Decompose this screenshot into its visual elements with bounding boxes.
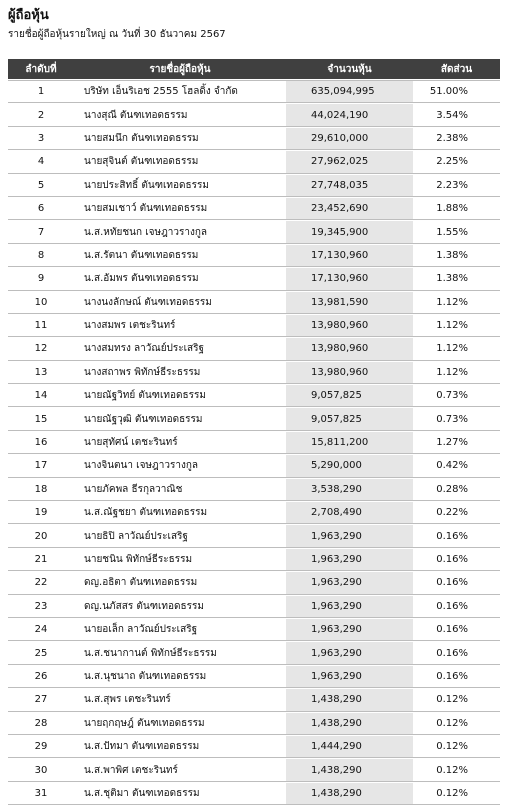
cell-rank: 30 xyxy=(8,759,74,781)
cell-percent: 1.38% xyxy=(413,245,500,267)
table-row xyxy=(8,455,500,477)
table-row xyxy=(8,408,500,430)
table-row xyxy=(8,572,500,594)
cell-shares: 1,438,290 xyxy=(286,759,413,781)
table-row xyxy=(8,502,500,524)
cell-rank: 19 xyxy=(8,502,74,524)
cell-rank: 23 xyxy=(8,596,74,618)
table-row xyxy=(8,338,500,360)
page-title: ผู้ถือหุ้น xyxy=(8,8,49,23)
cell-name: นายณัฐวุฒิ ตันฑเทอดธรรม xyxy=(74,408,286,430)
cell-rank: 7 xyxy=(8,221,74,243)
cell-rank: 1 xyxy=(8,80,74,103)
cell-shares: 1,963,290 xyxy=(286,596,413,618)
cell-shares: 1,963,290 xyxy=(286,572,413,594)
table-row xyxy=(8,198,500,220)
cell-name: น.ส.ปัทมา ตันฑเทอดธรรม xyxy=(74,736,286,758)
cell-rank: 24 xyxy=(8,619,74,641)
cell-percent: 0.16% xyxy=(413,525,500,547)
table-row xyxy=(8,783,500,805)
cell-rank: 4 xyxy=(8,151,74,173)
cell-shares: 1,963,290 xyxy=(286,619,413,641)
cell-shares: 1,963,290 xyxy=(286,549,413,571)
cell-name: น.ส.หทัยชนก เจษฎาวรางกูล xyxy=(74,221,286,243)
column-header-shares: จำนวนหุ้น xyxy=(286,59,413,79)
cell-shares: 13,980,960 xyxy=(286,338,413,360)
cell-name: นางสมทรง ลาวัณย์ประเสริฐ xyxy=(74,338,286,360)
cell-percent: 1.12% xyxy=(413,315,500,337)
cell-percent: 2.38% xyxy=(413,128,500,150)
cell-percent: 0.42% xyxy=(413,455,500,477)
cell-shares: 2,708,490 xyxy=(286,502,413,524)
cell-shares: 15,811,200 xyxy=(286,432,413,454)
cell-percent: 0.73% xyxy=(413,408,500,430)
cell-rank: 27 xyxy=(8,689,74,711)
table-row xyxy=(8,596,500,618)
cell-shares: 9,057,825 xyxy=(286,408,413,430)
table-row xyxy=(8,175,500,197)
cell-shares: 1,444,290 xyxy=(286,736,413,758)
cell-percent: 0.16% xyxy=(413,666,500,688)
cell-rank: 13 xyxy=(8,362,74,384)
table-row xyxy=(8,689,500,711)
cell-percent: 1.12% xyxy=(413,292,500,314)
cell-rank: 28 xyxy=(8,713,74,735)
table-row xyxy=(8,549,500,571)
cell-shares: 13,980,960 xyxy=(286,315,413,337)
cell-percent: 51.00% xyxy=(413,80,500,103)
cell-shares: 1,438,290 xyxy=(286,689,413,711)
cell-percent: 1.27% xyxy=(413,432,500,454)
cell-percent: 0.16% xyxy=(413,619,500,641)
table-row xyxy=(8,104,500,126)
cell-percent: 0.12% xyxy=(413,713,500,735)
cell-percent: 2.25% xyxy=(413,151,500,173)
header-row xyxy=(8,59,500,79)
table-row xyxy=(8,80,500,103)
cell-shares: 5,290,000 xyxy=(286,455,413,477)
cell-name: น.ส.ชนากานต์ พิทักษ์ธีระธรรม xyxy=(74,642,286,664)
cell-percent: 0.16% xyxy=(413,596,500,618)
cell-name: นายสมเชาว์ ตันฑเทอดธรรม xyxy=(74,198,286,220)
table-body xyxy=(8,80,500,805)
cell-name: นายธิปิ ลาวัณย์ประเสริฐ xyxy=(74,525,286,547)
cell-rank: 25 xyxy=(8,642,74,664)
cell-shares: 29,610,000 xyxy=(286,128,413,150)
table-row xyxy=(8,759,500,781)
cell-name: นายอเล็ก ลาวัณย์ประเสริฐ xyxy=(74,619,286,641)
cell-percent: 1.12% xyxy=(413,338,500,360)
cell-shares: 13,980,960 xyxy=(286,362,413,384)
shareholders-table xyxy=(8,58,500,806)
table-row xyxy=(8,666,500,688)
cell-rank: 14 xyxy=(8,385,74,407)
cell-shares: 3,538,290 xyxy=(286,479,413,501)
cell-name: นางสมพร เตชะรินทร์ xyxy=(74,315,286,337)
cell-shares: 1,963,290 xyxy=(286,642,413,664)
cell-rank: 10 xyxy=(8,292,74,314)
cell-percent: 1.55% xyxy=(413,221,500,243)
cell-rank: 9 xyxy=(8,268,74,290)
cell-name: นายสุทัศน์ เตชะรินทร์ xyxy=(74,432,286,454)
cell-rank: 17 xyxy=(8,455,74,477)
cell-shares: 19,345,900 xyxy=(286,221,413,243)
table-row xyxy=(8,245,500,267)
cell-percent: 1.38% xyxy=(413,268,500,290)
cell-shares: 1,963,290 xyxy=(286,525,413,547)
cell-rank: 29 xyxy=(8,736,74,758)
cell-shares: 17,130,960 xyxy=(286,245,413,267)
table-row xyxy=(8,525,500,547)
cell-rank: 18 xyxy=(8,479,74,501)
page-subtitle: รายชื่อผู้ถือหุ้นรายใหญ่ ณ วันที่ 30 ธันวาคม 2567 xyxy=(8,29,226,40)
cell-percent: 1.88% xyxy=(413,198,500,220)
table-header xyxy=(8,59,500,79)
table-row xyxy=(8,736,500,758)
cell-name: น.ส.อัมพร ตันฑเทอดธรรม xyxy=(74,268,286,290)
cell-percent: 0.73% xyxy=(413,385,500,407)
table-row xyxy=(8,713,500,735)
table-row xyxy=(8,619,500,641)
cell-rank: 22 xyxy=(8,572,74,594)
cell-rank: 8 xyxy=(8,245,74,267)
cell-rank: 11 xyxy=(8,315,74,337)
cell-shares: 9,057,825 xyxy=(286,385,413,407)
cell-percent: 1.12% xyxy=(413,362,500,384)
cell-name: นางสถาพร พิทักษ์ธีระธรรม xyxy=(74,362,286,384)
cell-name: น.ส.นุชนาถ ตันฑเทอดธรรม xyxy=(74,666,286,688)
cell-rank: 21 xyxy=(8,549,74,571)
cell-name: ดญ.นภัสสร ตันฑเทอดธรรม xyxy=(74,596,286,618)
cell-name: นางนงลักษณ์ ตันฑเทอดธรรม xyxy=(74,292,286,314)
cell-name: นายสุจินต์ ตันฑเทอดธรรม xyxy=(74,151,286,173)
cell-shares: 44,024,190 xyxy=(286,104,413,126)
cell-shares: 13,981,590 xyxy=(286,292,413,314)
table-row xyxy=(8,268,500,290)
table-row xyxy=(8,362,500,384)
cell-name: น.ส.รัตนา ตันฑเทอดธรรม xyxy=(74,245,286,267)
cell-rank: 5 xyxy=(8,175,74,197)
cell-name: นายภัคพล ธีรกุลวาณิช xyxy=(74,479,286,501)
cell-name: บริษัท เอ็นริเอช 2555 โฮลดิ้ง จำกัด xyxy=(74,80,286,103)
cell-percent: 0.16% xyxy=(413,642,500,664)
cell-name: นางจินตนา เจษฎาวรางกูล xyxy=(74,455,286,477)
table-row xyxy=(8,642,500,664)
cell-percent: 0.12% xyxy=(413,689,500,711)
cell-percent: 0.22% xyxy=(413,502,500,524)
table-row xyxy=(8,315,500,337)
cell-shares: 27,748,035 xyxy=(286,175,413,197)
cell-percent: 0.12% xyxy=(413,783,500,805)
cell-rank: 15 xyxy=(8,408,74,430)
column-header-rank: ลำดับที่ xyxy=(8,59,74,79)
cell-shares: 1,963,290 xyxy=(286,666,413,688)
cell-shares: 27,962,025 xyxy=(286,151,413,173)
table-row xyxy=(8,432,500,454)
table-row xyxy=(8,151,500,173)
cell-rank: 3 xyxy=(8,128,74,150)
cell-percent: 0.12% xyxy=(413,736,500,758)
cell-shares: 635,094,995 xyxy=(286,80,413,103)
cell-name: นายณัฐวิทย์ ตันฑเทอดธรรม xyxy=(74,385,286,407)
cell-name: นายประสิทธิ์ ตันฑเทอดธรรม xyxy=(74,175,286,197)
cell-percent: 0.12% xyxy=(413,759,500,781)
cell-percent: 0.16% xyxy=(413,549,500,571)
cell-shares: 23,452,690 xyxy=(286,198,413,220)
column-header-percent: สัดส่วน xyxy=(413,59,500,79)
table-row xyxy=(8,292,500,314)
cell-name: น.ส.พาพิศ เตชะรินทร์ xyxy=(74,759,286,781)
cell-name: นายชนิน พิทักษ์ธีระธรรม xyxy=(74,549,286,571)
cell-shares: 1,438,290 xyxy=(286,713,413,735)
cell-percent: 0.28% xyxy=(413,479,500,501)
table-row xyxy=(8,128,500,150)
cell-name: น.ส.ชุติมา ตันฑเทอดธรรม xyxy=(74,783,286,805)
table-row xyxy=(8,385,500,407)
cell-rank: 2 xyxy=(8,104,74,126)
cell-name: ดญ.อธิตา ตันฑเทอดธรรม xyxy=(74,572,286,594)
column-header-name: รายชื่อผู้ถือหุ้น xyxy=(74,59,286,79)
cell-percent: 0.16% xyxy=(413,572,500,594)
cell-percent: 2.23% xyxy=(413,175,500,197)
cell-rank: 16 xyxy=(8,432,74,454)
cell-name: นางสุณี ตันฑเทอดธรรม xyxy=(74,104,286,126)
cell-rank: 20 xyxy=(8,525,74,547)
cell-name: น.ส.ณัฐชยา ตันฑเทอดธรรม xyxy=(74,502,286,524)
cell-name: นายฤกฤษฎ์ ตันฑเทอดธรรม xyxy=(74,713,286,735)
cell-rank: 12 xyxy=(8,338,74,360)
table-row xyxy=(8,221,500,243)
cell-rank: 6 xyxy=(8,198,74,220)
cell-name: น.ส.สุพร เตชะรินทร์ xyxy=(74,689,286,711)
cell-name: นายสมนึก ตันฑเทอดธรรม xyxy=(74,128,286,150)
cell-shares: 17,130,960 xyxy=(286,268,413,290)
cell-percent: 3.54% xyxy=(413,104,500,126)
cell-rank: 31 xyxy=(8,783,74,805)
table-row xyxy=(8,479,500,501)
cell-rank: 26 xyxy=(8,666,74,688)
cell-shares: 1,438,290 xyxy=(286,783,413,805)
